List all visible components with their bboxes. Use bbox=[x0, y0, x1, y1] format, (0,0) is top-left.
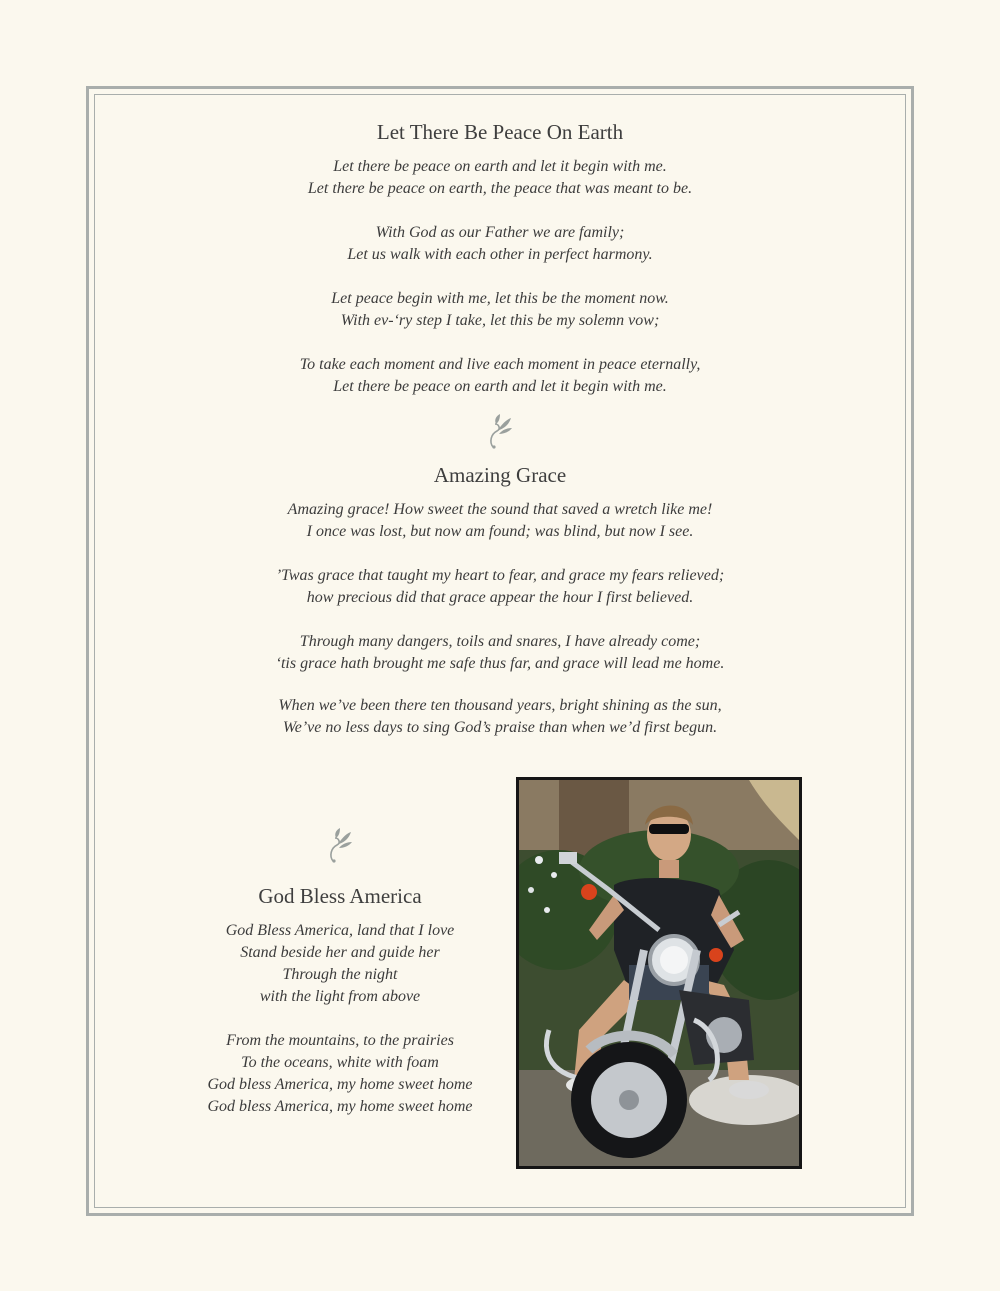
song-grace-stanza-3 bbox=[94, 631, 906, 675]
song-title-peace: Let There Be Peace On Earth bbox=[376, 120, 624, 144]
verse-line: When we’ve been there ten thousand years, bright shining as the sun, bbox=[278, 697, 722, 714]
song-grace-stanza-4 bbox=[94, 695, 906, 739]
verse-line: God bless America, my home sweet home bbox=[207, 1076, 473, 1093]
verse-line: Let there be peace on earth and let it begin with me. bbox=[333, 378, 667, 395]
man-on-motorcycle-photo bbox=[516, 777, 802, 1169]
verse-line: with the light from above bbox=[259, 988, 421, 1005]
verse-line: how precious did that grace appear the hour I first believed. bbox=[306, 589, 694, 606]
verse-line: Through the night bbox=[282, 966, 398, 983]
song-peace-stanza-4 bbox=[94, 354, 906, 398]
verse-line: God bless America, my home sweet home bbox=[207, 1098, 473, 1115]
verse-line: From the mountains, to the prairies bbox=[226, 1032, 454, 1049]
verse-line: Let us walk with each other in perfect harmony. bbox=[347, 246, 653, 263]
verse-line: We’ve no less days to sing God’s praise than when we’d first begun. bbox=[282, 719, 718, 736]
verse-line: To take each moment and live each moment in peace eternally, bbox=[299, 356, 701, 373]
verse-line: With God as our Father we are family; bbox=[375, 224, 625, 241]
verse-line: I once was lost, but now am found; was blind, but now I see. bbox=[306, 523, 694, 540]
verse-line: Through many dangers, toils and snares, I have already come; bbox=[299, 633, 701, 650]
song-peace-stanza-2 bbox=[94, 222, 906, 266]
song-peace-stanza-1 bbox=[94, 156, 906, 200]
verse-line: Let there be peace on earth and let it begin with me. bbox=[333, 158, 667, 175]
song-america-stanza-1 bbox=[160, 920, 520, 1008]
verse-line: To the oceans, white with foam bbox=[241, 1054, 439, 1071]
song-peace-stanza-3 bbox=[94, 288, 906, 332]
song-grace-stanza-2 bbox=[94, 565, 906, 609]
verse-line: God Bless America, land that I love bbox=[225, 922, 455, 939]
song-america-stanza-2 bbox=[160, 1030, 520, 1118]
verse-line: With ev-‘ry step I take, let this be my solemn vow; bbox=[340, 312, 660, 329]
song-title-god-bless-america: God Bless America bbox=[258, 884, 422, 908]
verse-line: Stand beside her and guide her bbox=[240, 944, 440, 961]
motorcycle-photo-illustration bbox=[519, 780, 799, 1166]
leaf-flourish-icon bbox=[485, 412, 515, 450]
song-grace-stanza-1 bbox=[94, 499, 906, 543]
verse-line: ‘tis grace hath brought me safe thus far, and grace will lead me home. bbox=[275, 655, 725, 672]
song-title-amazing-grace: Amazing Grace bbox=[433, 463, 567, 487]
verse-line: Let there be peace on earth, the peace that was meant to be. bbox=[307, 180, 693, 197]
verse-line: ’Twas grace that taught my heart to fear, and grace my fears relieved; bbox=[275, 567, 725, 584]
verse-line: Let peace begin with me, let this be the moment now. bbox=[331, 290, 669, 307]
leaf-flourish-icon bbox=[325, 826, 355, 864]
verse-line: Amazing grace! How sweet the sound that saved a wretch like me! bbox=[287, 501, 713, 518]
